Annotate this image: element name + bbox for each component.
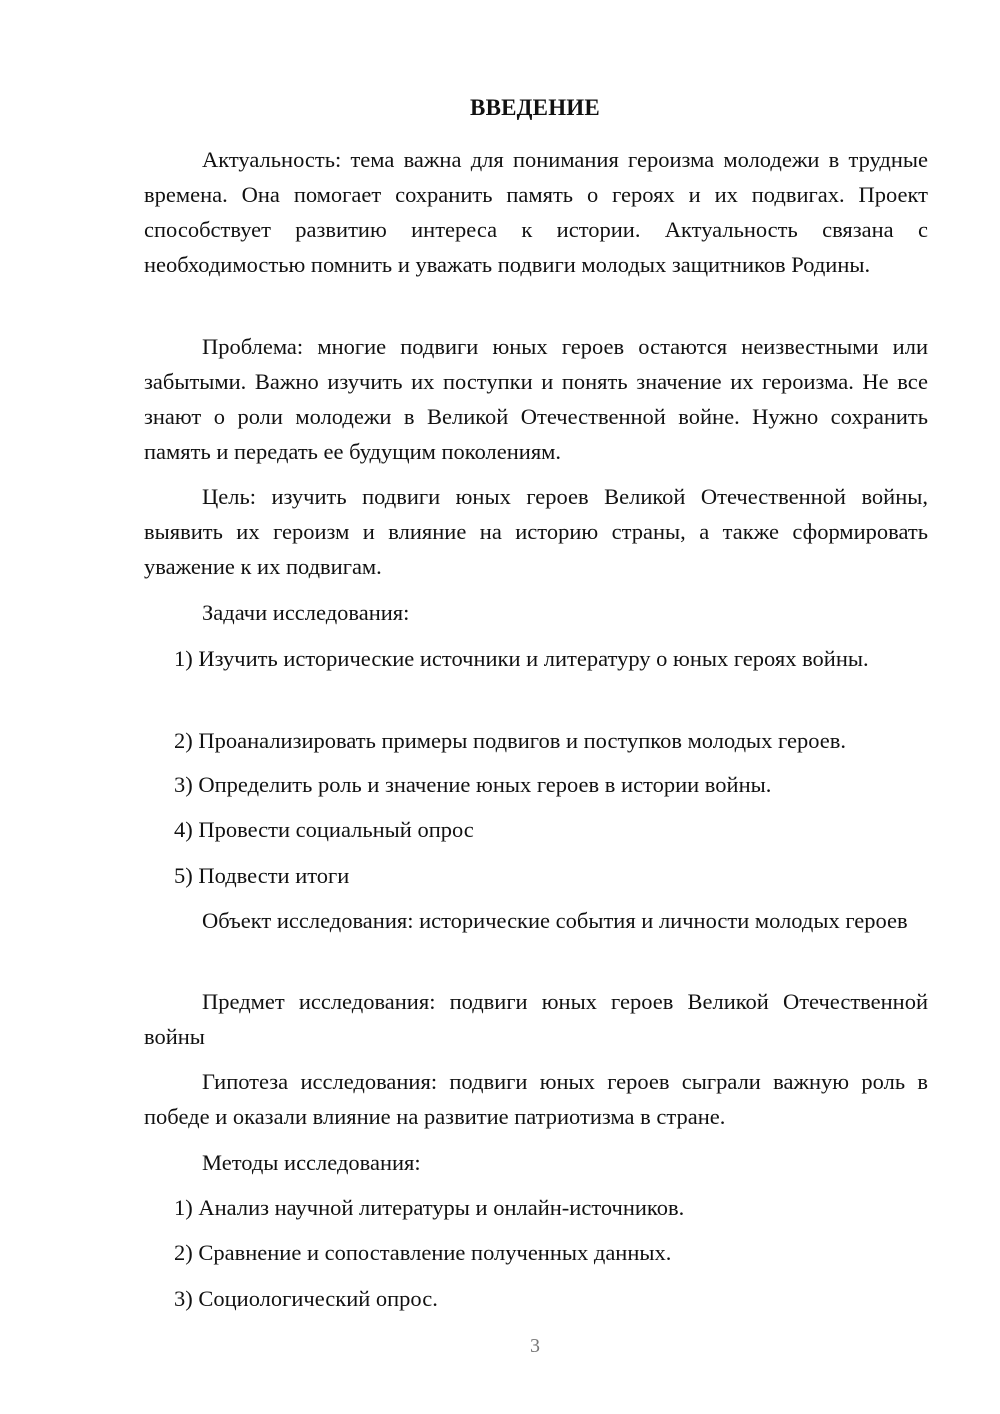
page-title: ВВЕДЕНИЕ (470, 95, 600, 120)
task-item: 5) Подвести итоги (174, 863, 350, 888)
task-item: 1) Изучить исторические источники и литературу о юных героях войны. (174, 646, 869, 671)
hypothesis-paragraph: Гипотеза исследования: подвиги юных героев сыграли важную роль в победе и оказали влияние на развитие патриотизма в стране. (144, 1069, 928, 1129)
method-item: 3) Социологический опрос. (174, 1286, 438, 1311)
relevance-paragraph: Актуальность: тема важна для понимания героизма молодежи в трудные времена. Она помогает сохранить память о героях и их подвигах. Проект способствует развитию интереса к истории. Актуальность связана с необходимостью помнить и уважать подвиги молодых защитников Родины. (144, 147, 928, 277)
page-number: 3 (530, 1335, 540, 1357)
subject-paragraph: Предмет исследования: подвиги юных героев Великой Отечественной войны (144, 989, 928, 1049)
method-item: 1) Анализ научной литературы и онлайн-источников. (174, 1195, 685, 1220)
task-item: 4) Провести социальный опрос (174, 817, 474, 842)
object-paragraph: Объект исследования: исторические события и личности молодых героев (202, 908, 908, 933)
task-item: 2) Проанализировать примеры подвигов и поступков молодых героев. (174, 728, 846, 753)
tasks-heading: Задачи исследования: (202, 600, 410, 625)
problem-paragraph: Проблема: многие подвиги юных героев остаются неизвестными или забытыми. Важно изучить их поступки и понять значение их героизма. Не все знают о роли молодежи в Великой Отечественной войне. Нужно сохранить память и передать ее будущим поколениям. (144, 334, 928, 464)
task-item: 3) Определить роль и значение юных героев в истории войны. (174, 772, 772, 797)
methods-heading: Методы исследования: (202, 1150, 421, 1175)
method-item: 2) Сравнение и сопоставление полученных данных. (174, 1240, 672, 1265)
goal-paragraph: Цель: изучить подвиги юных героев Великой Отечественной войны, выявить их героизм и влияние на историю страны, а также сформировать уважение к их подвигам. (144, 484, 928, 579)
